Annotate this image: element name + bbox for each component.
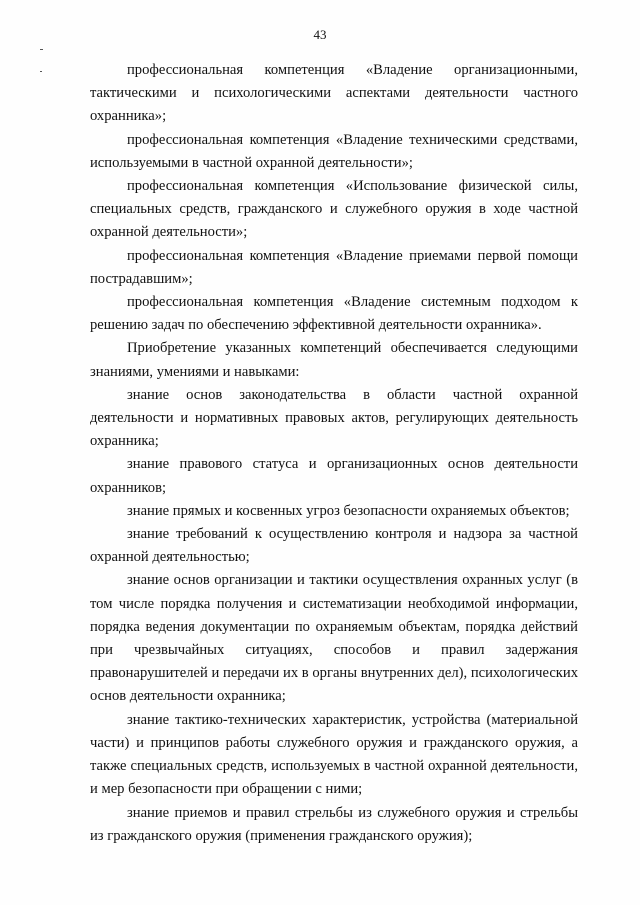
paragraph: профессиональная компетенция «Владение техническими средствами, используемыми в частной охранной деятельности»; bbox=[90, 131, 578, 171]
document-body bbox=[90, 59, 578, 848]
paragraph: Приобретение указанных компетенций обеспечивается следующими знаниями, умениями и навыками: bbox=[90, 340, 578, 380]
page-number: 43 bbox=[313, 27, 327, 42]
paragraph: знание тактико-технических характеристик, устройства (материальной части) и принципов работы служебного оружия и гражданского оружия, а также специальных средств, используемых в частной охранной деятельности, и мер безопасности при обращении с ними; bbox=[90, 711, 578, 798]
paragraph: знание основ законодательства в области частной охранной деятельности и нормативных правовых актов, регулирующих деятельность охранника; bbox=[90, 386, 578, 450]
scan-mark bbox=[40, 71, 42, 72]
paragraph: профессиональная компетенция «Владение приемами первой помощи пострадавшим»; bbox=[90, 247, 578, 287]
paragraph: знание требований к осуществлению контроля и надзора за частной охранной деятельностью; bbox=[90, 526, 578, 566]
paragraph: знание правового статуса и организационных основ деятельности охранников; bbox=[90, 456, 578, 496]
paragraph: знание прямых и косвенных угроз безопасности охраняемых объектов; bbox=[127, 502, 570, 519]
paragraph: знание основ организации и тактики осуществления охранных услуг (в том числе порядка получения и систематизации необходимой информации, порядка ведения документации по охраняемым объектам, порядка действий при чрезвычайных ситуациях, способов и правил задержания правонарушителей и передачи их в органы внутренних дел), психологических основ деятельности охранника; bbox=[90, 572, 578, 705]
paragraph: знание приемов и правил стрельбы из служебного оружия и стрельбы из гражданского оружия (применения гражданского оружия); bbox=[90, 804, 578, 844]
scan-mark bbox=[40, 49, 43, 50]
paragraph: профессиональная компетенция «Владение организационными, тактическими и психологическими аспектами деятельности частного охранника»; bbox=[90, 62, 578, 125]
paragraph: профессиональная компетенция «Владение системным подходом к решению задач по обеспечению эффективной деятельности охранника». bbox=[90, 294, 578, 334]
paragraph: профессиональная компетенция «Использование физической силы, специальных средств, гражданского и служебного оружия в ходе частной охранной деятельности»; bbox=[90, 178, 578, 241]
